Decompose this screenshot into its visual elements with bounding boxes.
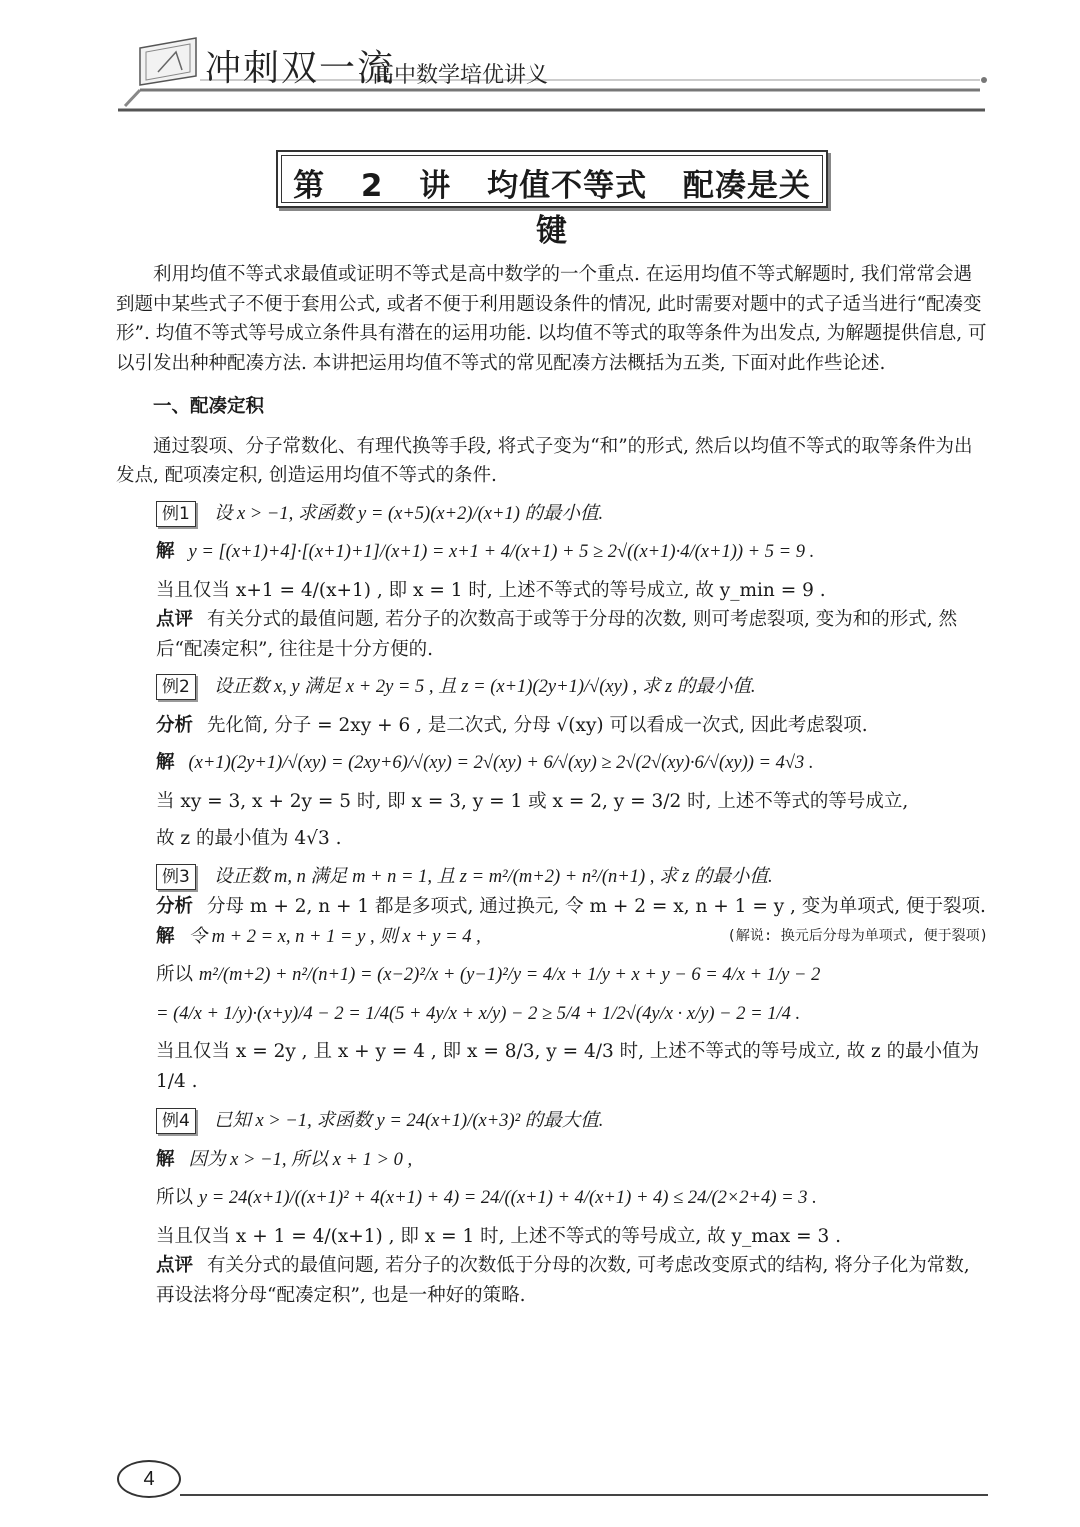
section-intro: 通过裂项、分子常数化、有理代换等手段, 将式子变为“和”的形式, 然后以均值不等式的取等条件为出发点, 配项凑定积, 创造运用均值不等式的条件. [116, 435, 973, 486]
page-header [0, 0, 1080, 130]
example-3-analysis: 分析 分母 m + 2, n + 1 都是多项式, 通过换元, 令 m + 2 = x, n + 1 = y , 变为单项式, 便于裂项. [156, 896, 986, 917]
brand-title: 冲刺双一流 [205, 48, 396, 89]
example-label: 例4 [156, 1108, 196, 1134]
example-2-conclusion: 故 z 的最小值为 4√3 . [156, 828, 342, 849]
example-2-analysis: 分析 先化简, 分子 = 2xy + 6 , 是二次式, 分母 √(xy) 可以看成一次式, 因此考虑裂项. [156, 714, 868, 736]
example-4-comment: 点评 有关分式的最值问题, 若分子的次数低于分母的次数, 可考虑改变原式的结构, 将分子化为常数, 再设法将分母“配凑定积”, 也是一种好的策略. [156, 1255, 970, 1306]
example-3-equality: 当且仅当 x = 2y , 且 x + y = 4 , 即 x = 8/3, y = 4/3 时, 上述不等式的等号成立, 故 z 的最小值为 1/4 . [156, 1041, 980, 1092]
example-1-solution: 解 y = [(x+1)+4]·[(x+1)+1]/(x+1) = x+1 + 4/(x+1) + 5 ≥ 2√((x+1)·4/(x+1)) + 5 = 9 . [156, 541, 815, 562]
footer-rule [180, 1494, 988, 1496]
example-4-solution: 解 因为 x > −1, 所以 x + 1 > 0 , [156, 1148, 413, 1170]
lecture-title: 第 2 讲 均值不等式 配凑是关键 [293, 168, 811, 249]
page-number: 4 [117, 1460, 181, 1498]
example-1-comment: 点评 有关分式的最值问题, 若分子的次数高于或等于分母的次数, 则可考虑裂项, 变为和的形式, 然后“配凑定积”, 往往是十分方便的. [156, 609, 958, 660]
example-3-line2: 所以 m²/(m+2) + n²/(n+1) = (x−2)²/x + (y−1)²/y = 4/x + 1/y + x + y − 6 = 4/x + 1/y − 2 [156, 964, 821, 985]
example-label: 例1 [156, 501, 196, 527]
intro-paragraph: 利用均值不等式求最值或证明不等式是高中数学的一个重点. 在运用均值不等式解题时, 我们常常会遇到题中某些式子不便于套用公式, 或者不便于利用题设条件的情况, 此时需要对题中的式子适当进行“配凑变形”. 均值不等式等号成立条件具有潜在的运用功能. 以均值不等式的取等条件为出发点, 为解题提供信息, 可以引发出种种配凑方法. 本讲把运用均值不等式的常见配凑方法概括为五类, 下面对此作些论述. [116, 264, 987, 374]
example-4-line2: 所以 y = 24(x+1)/((x+1)² + 4(x+1) + 4) = 24/((x+1) + 4/(x+1) + 4) ≤ 24/(2×2+4) = 3 . [156, 1187, 817, 1208]
example-2-solution: 解 (x+1)(2y+1)/√(xy) = (2xy+6)/√(xy) = 2√(xy) + 6/√(xy) ≥ 2√(2√(xy)·6/√(xy)) = 4√3 . [156, 752, 814, 773]
page-body [116, 260, 988, 1310]
example-label: 例2 [156, 674, 196, 700]
example-3-line3: = (4/x + 1/y)·(x+y)/4 − 2 = 1/4(5 + 4y/x + x/y) − 2 ≥ 5/4 + 1/2√(4y/x · x/y) − 2 = 1/4 . [156, 1003, 801, 1024]
example-4-question: 例4 已知 x > −1, 求函数 y = 24(x+1)/(x+3)² 的最大值. [116, 1106, 988, 1137]
side-note: (解说: 换元后分母为单项式, 便于裂项) [727, 927, 988, 944]
example-1-equality: 当且仅当 x+1 = 4/(x+1) , 即 x = 1 时, 上述不等式的等号成立, 故 y_min = 9 . [156, 579, 826, 601]
example-3-solution: 解 令 m + 2 = x, n + 1 = y , 则 x + y = 4 , (解说: 换元后分母为单项式, 便于裂项) [156, 922, 988, 953]
brand-subtitle: 高中数学培优讲义 [372, 63, 549, 88]
example-4-equality: 当且仅当 x + 1 = 4/(x+1) , 即 x = 1 时, 上述不等式的等号成立, 故 y_max = 3 . [156, 1225, 842, 1247]
example-label: 例3 [156, 864, 196, 890]
lecture-title-box [276, 150, 828, 249]
example-1-question: 例1 设 x > −1, 求函数 y = (x+5)(x+2)/(x+1) 的最小值. [116, 499, 988, 530]
example-3-question: 例3 设正数 m, n 满足 m + n = 1, 且 z = m²/(m+2) + n²/(n+1) , 求 z 的最小值. [116, 862, 988, 893]
example-2-equality: 当 xy = 3, x + 2y = 5 时, 即 x = 3, y = 1 或 x = 2, y = 3/2 时, 上述不等式的等号成立, [156, 790, 909, 812]
example-2-question: 例2 设正数 x, y 满足 x + 2y = 5 , 且 z = (x+1)(2y+1)/√(xy) , 求 z 的最小值. [116, 672, 988, 703]
section-heading: 一、配凑定积 [153, 396, 265, 417]
